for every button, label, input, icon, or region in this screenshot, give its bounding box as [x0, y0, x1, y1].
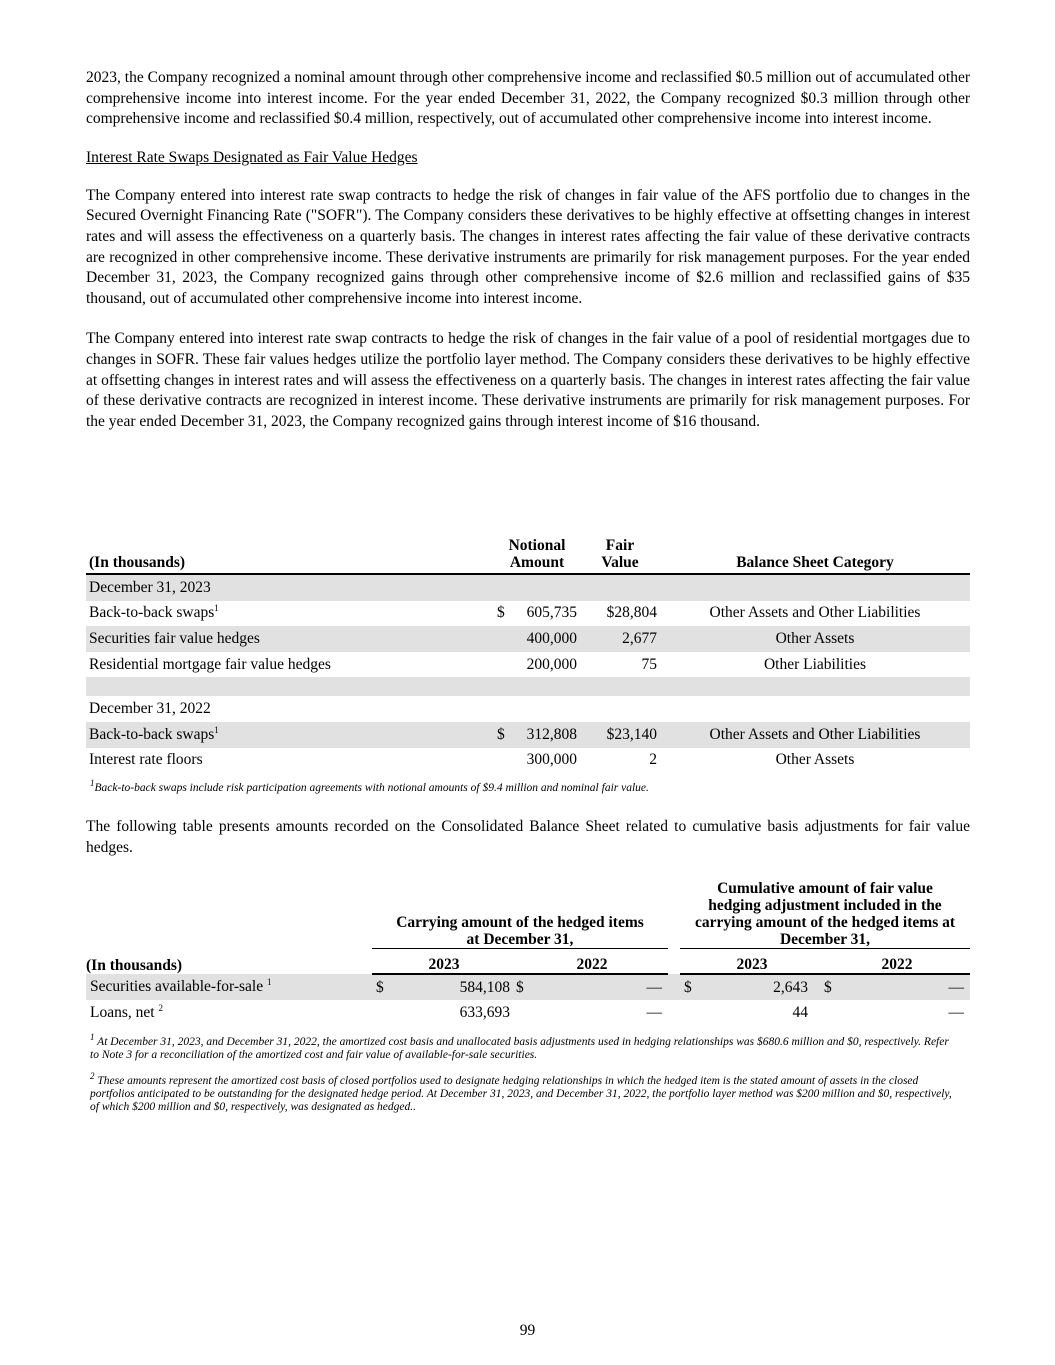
- row-label: [86, 626, 494, 652]
- cumulative-adjustment-header: [680, 880, 970, 949]
- row-footnote-marker: 1: [267, 976, 272, 987]
- carrying-2023-value: 633,693: [459, 1003, 510, 1021]
- carrying-amount-header: [372, 880, 668, 949]
- table-header-row: [86, 537, 970, 574]
- page-number: 99: [519, 1322, 536, 1339]
- table-row: [86, 626, 970, 652]
- footnote-marker: 1: [90, 1032, 95, 1043]
- spacer-row: [86, 677, 970, 696]
- notional-value: 312,808: [526, 725, 577, 743]
- group2-line2: hedging adjustment included in the: [708, 897, 942, 914]
- table2-footnote-2: [90, 1071, 960, 1114]
- dollar-sign: $: [497, 725, 505, 743]
- row-footnote-marker: 1: [214, 603, 219, 614]
- section-label: December 31, 2023: [89, 578, 211, 596]
- notional-value: 605,735: [526, 604, 577, 622]
- fair-value: 2: [649, 751, 657, 769]
- row-label: [86, 974, 360, 1000]
- dollar-sign: $: [516, 978, 524, 996]
- group1-line2: at December 31,: [466, 931, 574, 948]
- col-notional-line2: Amount: [509, 554, 565, 571]
- footnote-marker: 2: [90, 1071, 95, 1082]
- col-fair-line2: Value: [601, 554, 639, 571]
- carrying-2022-value: —: [646, 978, 662, 996]
- table-row: [86, 652, 970, 678]
- col-notional-line1: Notional: [508, 537, 566, 554]
- group2-line3: carrying amount of the hedged items at: [694, 914, 956, 931]
- carrying-2023-value: 584,108: [459, 978, 510, 996]
- page-body: [86, 68, 970, 432]
- dollar-sign: [494, 652, 510, 678]
- row-label: [86, 601, 494, 627]
- col-adjustment-2023: 2023: [680, 949, 824, 975]
- notional-value: 400,000: [526, 629, 577, 647]
- category-value: Other Liabilities: [763, 655, 866, 673]
- dollar-sign: $: [497, 604, 505, 622]
- category-value: Other Assets: [775, 751, 855, 769]
- adjustment-2023-value: 44: [792, 1003, 808, 1021]
- row-label-text: Interest rate floors: [89, 751, 203, 769]
- col-notional: [494, 537, 580, 574]
- adjustment-2022-value: —: [948, 1003, 964, 1021]
- basis-adjustments-table: [86, 880, 970, 1025]
- col-label: (In thousands): [86, 957, 183, 974]
- dollar-sign: $: [824, 978, 832, 996]
- dollar-sign: $: [684, 978, 692, 996]
- col-carrying-2023: 2023: [372, 949, 516, 975]
- row-label: [86, 748, 494, 774]
- row-label-text: Securities fair value hedges: [89, 629, 260, 647]
- fair-value: $28,804: [606, 604, 657, 622]
- row-footnote-marker: 1: [214, 724, 219, 735]
- group2-line1: Cumulative amount of fair value: [717, 880, 933, 897]
- col-label: (In thousands): [86, 537, 494, 574]
- group1-line1: Carrying amount of the hedged items: [396, 914, 644, 931]
- col-adjustment-2022: 2022: [824, 949, 970, 975]
- group-header-row: [86, 880, 970, 949]
- derivatives-table: [86, 537, 970, 773]
- row-label: [86, 722, 494, 748]
- table-row: [86, 1000, 970, 1025]
- dollar-sign: [494, 626, 510, 652]
- col-fair-value: [580, 537, 660, 574]
- footnote-marker: 1: [90, 778, 95, 789]
- table2-footnote-1: [90, 1032, 960, 1062]
- adjustment-2022-value: —: [948, 978, 964, 996]
- fair-value: 2,677: [622, 629, 657, 647]
- section-row-2022: [86, 696, 970, 722]
- dollar-sign: [494, 748, 510, 774]
- category-value: Other Assets and Other Liabilities: [709, 604, 921, 622]
- dollar-sign: [824, 1000, 844, 1025]
- carrying-2022-value: —: [646, 1003, 662, 1021]
- group2-line4: December 31,: [779, 931, 871, 948]
- row-label-text: Back-to-back swaps: [89, 725, 215, 743]
- category-value: Other Assets: [775, 629, 855, 647]
- intro-paragraph: 2023, the Company recognized a nominal amount through other comprehensive income and reclassified $0.5 million out of accumulated other comprehensive income into interest income. For the year ended December 31, 2022, the Company recognized $0.3 million through other comprehensive income and reclassified $0.4 million, respectively, out of accumulated other comprehensive income into interest income.: [86, 69, 970, 128]
- year-header-row: [86, 949, 970, 975]
- footnote-text: At December 31, 2023, and December 31, 2022, the amortized cost basis and unallocated basis adjustments used in hedging relationships was $680.6 million and $0, respectively. Refer to Note 3 for a reconciliation of the amortized cost and fair value of available-for-sale securities.: [90, 1036, 949, 1061]
- footnote-text: Back-to-back swaps include risk participation agreements with notional amounts of $9.4 million and nominal fair value.: [94, 782, 649, 794]
- dollar-sign: [372, 1000, 392, 1025]
- col-fair-line1: Fair: [605, 537, 635, 554]
- row-footnote-marker: 2: [158, 1002, 163, 1013]
- row-label-text: Securities available-for-sale: [90, 978, 264, 995]
- fair-value: $23,140: [606, 725, 657, 743]
- section-label: December 31, 2022: [89, 700, 211, 718]
- table1-footnote: [90, 778, 970, 795]
- dollar-sign: [680, 1000, 700, 1025]
- footnote-text: These amounts represent the amortized cost basis of closed portfolios used to designate hedging relationships in which the hedged item is the stated amount of assets in the closed portfolios anticipated to be outstanding for the designated hedge period. At December 31, 2023, and December 31, 2022, the portfolio layer method was $200 million and $0, respectively, of which $200 million and $0, respectively, was designated as hedged..: [90, 1075, 952, 1113]
- row-label: [86, 652, 494, 678]
- notional-value: 300,000: [526, 751, 577, 769]
- section-row-2023: [86, 574, 970, 601]
- afs-hedge-paragraph: The Company entered into interest rate swap contracts to hedge the risk of changes in fair value of the AFS portfolio due to changes in the Secured Overnight Financing Rate ("SOFR"). The Company considers these derivatives to be highly effective at offsetting changes in interest rates and will assess the effectiveness on a quarterly basis. The changes in interest rates affecting the fair value of these derivative contracts are recognized in other comprehensive income. These derivative instruments are primarily for risk management purposes. For the year ended December 31, 2023, the Company recognized gains through other comprehensive income of $2.6 million and reclassified gains of $35 thousand, out of accumulated other comprehensive income into interest income.: [86, 186, 970, 307]
- category-value: Other Assets and Other Liabilities: [709, 725, 921, 743]
- mortgage-hedge-paragraph: The Company entered into interest rate swap contracts to hedge the risk of changes in the fair value of a pool of residential mortgages due to changes in SOFR. These fair values hedges utilize the portfolio layer method. The Company considers these derivatives to be highly effective at offsetting changes in interest rates and will assess the effectiveness on a quarterly basis. The changes in interest rates affecting the fair value of these derivative contracts are recognized in interest income. These derivative instruments are primarily for risk management purposes. For the year ended December 31, 2023, the Company recognized gains through interest income of $16 thousand.: [86, 330, 970, 430]
- row-label-text: Residential mortgage fair value hedges: [89, 655, 331, 673]
- col-category: Balance Sheet Category: [660, 537, 970, 574]
- row-label-text: Loans, net: [90, 1003, 155, 1021]
- dollar-sign: [516, 1000, 536, 1025]
- adjustment-2023-value: 2,643: [773, 978, 808, 996]
- fair-value: 75: [641, 655, 657, 673]
- table-row: [86, 974, 970, 1000]
- row-label-text: Back-to-back swaps: [89, 604, 215, 622]
- section-heading: Interest Rate Swaps Designated as Fair Value Hedges: [86, 148, 418, 166]
- row-label: [86, 1000, 360, 1025]
- table-row: [86, 748, 970, 774]
- col-carrying-2022: 2022: [516, 949, 668, 975]
- notional-value: 200,000: [526, 655, 577, 673]
- table-row: [86, 601, 970, 627]
- table2-intro-paragraph: The following table presents amounts recorded on the Consolidated Balance Sheet related to cumulative basis adjustments for fair value hedges.: [86, 818, 970, 856]
- dollar-sign: $: [376, 978, 384, 996]
- table-row: [86, 722, 970, 748]
